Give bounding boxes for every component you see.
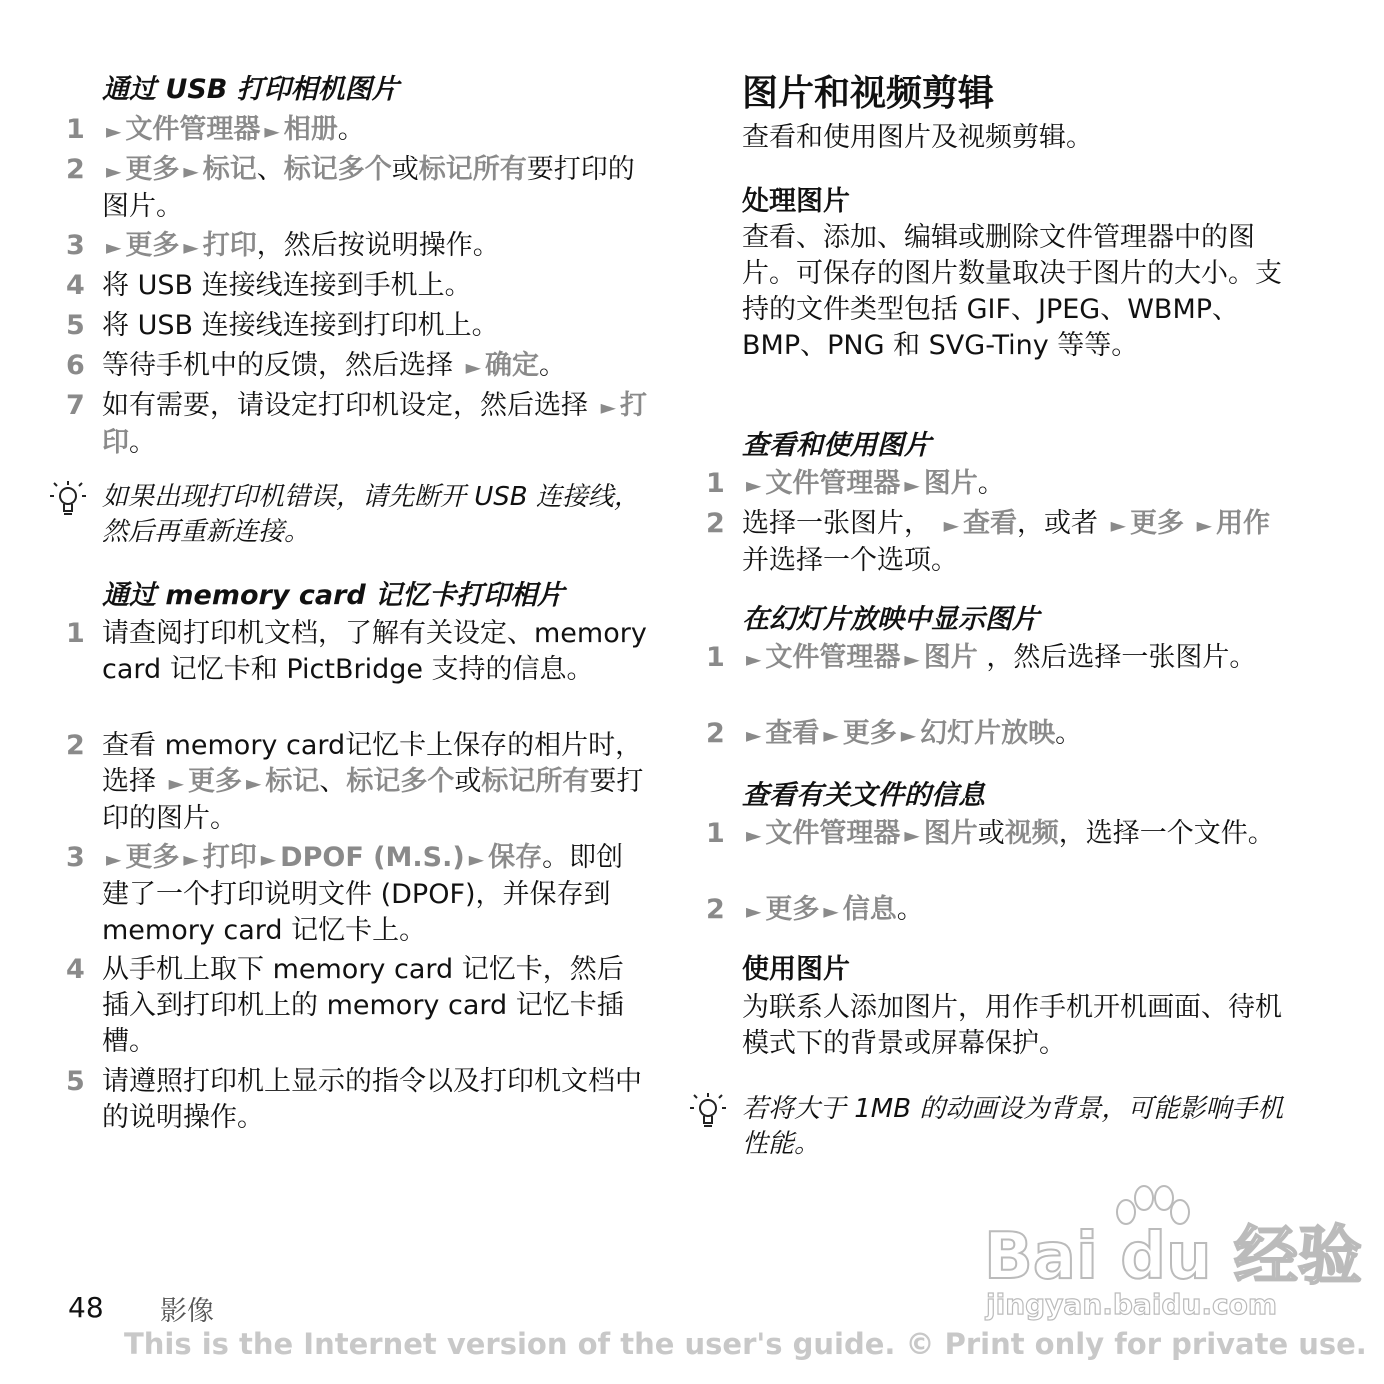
step-text [102, 112, 650, 149]
menu-path-label: 图片 [923, 642, 978, 673]
step-number: 4 [66, 270, 85, 301]
step-text-segment: 。 [977, 468, 1005, 499]
arrow-icon: ► [465, 355, 481, 379]
step-number: 1 [706, 642, 725, 673]
menu-path-label: 标记所有 [418, 154, 527, 185]
menu-path-label: 标记所有 [481, 766, 590, 797]
lightbulb-icon [686, 1090, 730, 1134]
arrow-icon: ► [1196, 513, 1212, 537]
menu-path-label: 标记多个 [346, 766, 455, 797]
step-text-segment: ，选择一个文件。 [1058, 818, 1275, 849]
menu-path-label: 用作 [1215, 508, 1270, 539]
arrow-icon: ► [106, 235, 122, 259]
menu-path-label: 更多 [187, 766, 242, 797]
intro-text: 查看和使用图片及视频剪辑。 [742, 122, 1093, 153]
step-number: 6 [66, 350, 85, 381]
menu-path-label: 打印 [202, 842, 257, 873]
step-text-segment: ，或者 [1016, 508, 1107, 539]
step-text-segment: 如有需要，请设定打印机设定，然后选择 [102, 390, 597, 421]
step-number: 1 [66, 114, 85, 145]
step-text-segment: 。 [129, 427, 156, 458]
step-text [742, 892, 1294, 929]
step-number: 2 [706, 718, 725, 749]
step-item [66, 840, 650, 949]
arrow-icon: ► [183, 235, 199, 259]
step-item [66, 952, 650, 1060]
arrow-icon: ► [746, 899, 762, 923]
use-pictures-text: 为联系人添加图片，用作手机开机画面、待机模式下的背景或屏幕保护。 [742, 992, 1282, 1059]
step-text [742, 466, 1294, 503]
step-text-segment: 选择一张图片， [742, 508, 940, 539]
menu-path-label: 信息 [842, 894, 897, 925]
footer-section-name: 影像 [160, 1296, 214, 1327]
section-title-use-pictures: 使用图片 [742, 954, 850, 985]
arrow-icon: ► [904, 823, 920, 847]
step-text [742, 640, 1294, 677]
step-text [742, 816, 1294, 853]
step-number: 5 [66, 310, 85, 341]
arrow-icon: ► [468, 847, 485, 871]
step-item [706, 816, 1294, 853]
arrow-icon: ► [264, 119, 280, 143]
step-text [102, 952, 650, 1060]
arrow-icon: ► [106, 847, 122, 871]
step-text-segment: 或 [391, 154, 419, 185]
step-item [66, 308, 650, 344]
step-number: 7 [66, 390, 85, 421]
arrow-icon: ► [1110, 513, 1126, 537]
arrow-icon: ► [823, 899, 839, 923]
menu-path-label: 幻灯片放映 [920, 718, 1056, 749]
step-text [102, 840, 650, 949]
menu-path-label: 确定 [484, 350, 539, 381]
use-tip-text: 若将大于 1MB 的动画设为背景，可能影响手机性能。 [742, 1094, 1284, 1159]
step-text-segment: ，然后按说明操作。 [256, 230, 500, 261]
step-text-segment: 从手机上取下 memory card 记忆卡，然后插入到打印机上的 memory card 记忆卡插槽。 [102, 954, 624, 1057]
arrow-icon: ► [823, 723, 839, 747]
menu-path-label: 更多 [125, 842, 180, 873]
step-text [102, 388, 650, 461]
step-item [66, 152, 650, 225]
section-title-handle-pictures: 处理图片 [742, 186, 850, 217]
step-item [66, 1064, 650, 1136]
menu-path-label: 视频 [1004, 818, 1059, 849]
step-text-segment: 。 [896, 894, 924, 925]
step-item [706, 640, 1294, 677]
step-text-segment: ，然后选择一张图片。 [977, 642, 1257, 673]
step-item [66, 268, 650, 304]
arrow-icon: ► [746, 473, 762, 497]
step-item [66, 112, 650, 149]
section-title-slideshow: 在幻灯片放映中显示图片 [742, 604, 1039, 635]
step-number: 1 [706, 468, 725, 499]
arrow-icon: ► [245, 771, 262, 795]
step-text [102, 348, 650, 385]
step-text [102, 152, 650, 225]
step-number: 4 [66, 954, 85, 985]
step-text-segment: 、 [319, 766, 347, 797]
step-text-segment: 等待手机中的反馈，然后选择 [102, 350, 462, 381]
step-number: 1 [706, 818, 725, 849]
arrow-icon: ► [106, 159, 122, 183]
step-text-segment: 要打印的图片。 [102, 154, 635, 222]
step-text-segment: 查看 memory card记忆卡上保存的相片时，选择 [102, 730, 643, 797]
step-text-segment: 或 [977, 818, 1005, 849]
step-number: 3 [66, 230, 85, 261]
step-item [66, 728, 650, 837]
section-title-file-info: 查看有关文件的信息 [742, 780, 985, 811]
step-text [102, 268, 650, 304]
arrow-icon: ► [904, 647, 920, 671]
menu-path-label: 更多 [842, 718, 897, 749]
step-item [66, 616, 650, 688]
menu-path-label: 更多 [765, 894, 820, 925]
arrow-icon: ► [183, 847, 199, 871]
step-number: 3 [66, 842, 85, 873]
step-number: 2 [706, 508, 725, 539]
watermark-logo-text: Bai du 经验 [984, 1220, 1362, 1294]
step-text-segment: 并选择一个选项。 [742, 545, 958, 576]
page-number: 48 [68, 1291, 104, 1324]
menu-path-label: 查看 [962, 508, 1017, 539]
disclaimer-text: This is the Internet version of the user's guide. © Print only for private use. [124, 1327, 1367, 1361]
menu-path-label: 文件管理器 [765, 468, 901, 499]
menu-path-label: DPOF (M.S.) [280, 842, 465, 873]
step-text [742, 506, 1294, 579]
menu-path-label: 标记 [202, 154, 257, 185]
menu-path-label: 图片 [923, 818, 978, 849]
handle-pictures-text: 查看、添加、编辑或删除文件管理器中的图片。可保存的图片数量取决于图片的大小。支持的文件类型包括 GIF、JPEG、WBMP、BMP、PNG 和 SVG-Tiny 等等。 [742, 222, 1282, 361]
step-text-segment: 要打印的图片。 [102, 766, 644, 834]
step-text-segment: 或 [454, 766, 482, 797]
arrow-icon: ► [900, 723, 917, 747]
arrow-icon: ► [943, 513, 959, 537]
menu-path-label: 打印 [102, 390, 647, 458]
usb-tip-text: 如果出现打印机错误，请先断开 USB 连接线，然后再重新连接。 [102, 482, 640, 547]
arrow-icon: ► [746, 723, 762, 747]
lightbulb-icon [46, 478, 90, 522]
step-text-segment: 。 [337, 114, 365, 145]
step-item [66, 348, 650, 385]
step-number: 1 [66, 618, 85, 649]
arrow-icon: ► [600, 395, 616, 419]
step-item [706, 466, 1294, 503]
step-item [66, 228, 650, 265]
section-title-usb-print: 通过 USB 打印相机图片 [102, 74, 399, 105]
step-item [66, 388, 650, 461]
arrow-icon: ► [106, 119, 122, 143]
step-item [706, 506, 1294, 579]
menu-path-label: 标记多个 [283, 154, 392, 185]
page-heading: 图片和视频剪辑 [742, 73, 995, 114]
menu-path-label: 更多 [1129, 508, 1184, 539]
step-text [102, 1064, 650, 1136]
menu-path-label: 打印 [202, 230, 257, 261]
menu-path-label: 文件管理器 [765, 818, 901, 849]
step-text-segment: 将 USB 连接线连接到手机上。 [102, 270, 472, 301]
step-text-segment: 请遵照打印机上显示的指令以及打印机文档中的说明操作。 [102, 1066, 642, 1133]
step-text-segment: 、 [256, 154, 284, 185]
baidu-jingyan-watermark [980, 1180, 1362, 1321]
menu-path-label: 更多 [125, 230, 180, 261]
step-text-segment [1184, 508, 1193, 539]
step-number: 2 [706, 894, 725, 925]
arrow-icon: ► [168, 771, 184, 795]
section-title-memory-card-print: 通过 memory card 记忆卡打印相片 [102, 580, 565, 611]
menu-path-label: 更多 [125, 154, 180, 185]
arrow-icon: ► [183, 159, 199, 183]
menu-path-label: 保存 [488, 842, 543, 873]
step-text-segment: 。即创建了一个打印说明文件 (DPOF)，并保存到 memory card 记忆卡上。 [102, 842, 624, 946]
menu-path-label: 文件管理器 [765, 642, 901, 673]
step-text [102, 616, 650, 688]
menu-path-label: 查看 [765, 718, 820, 749]
menu-path-label: 文件管理器 [125, 114, 261, 145]
arrow-icon: ► [746, 647, 762, 671]
watermark-url: jingyan.baidu.com [986, 1288, 1278, 1321]
step-text [102, 728, 650, 837]
step-text [102, 228, 650, 265]
menu-path-label: 相册 [283, 114, 338, 145]
step-text [742, 716, 1294, 753]
step-text-segment: 。 [538, 350, 566, 381]
step-text-segment: 。 [1055, 718, 1083, 749]
step-number: 2 [66, 154, 85, 185]
step-number: 5 [66, 1066, 85, 1097]
step-item [706, 892, 1294, 929]
arrow-icon: ► [746, 823, 762, 847]
section-title-view-pictures: 查看和使用图片 [742, 430, 931, 461]
step-text-segment: 将 USB 连接线连接到打印机上。 [102, 310, 499, 341]
arrow-icon: ► [904, 473, 920, 497]
menu-path-label: 图片 [923, 468, 978, 499]
arrow-icon: ► [260, 847, 277, 871]
step-text [102, 308, 650, 344]
step-text-segment: 请查阅打印机文档，了解有关设定、memory card 记忆卡和 PictBridge 支持的信息。 [102, 618, 647, 685]
step-number: 2 [66, 730, 85, 761]
step-item [706, 716, 1294, 753]
menu-path-label: 标记 [265, 766, 320, 797]
